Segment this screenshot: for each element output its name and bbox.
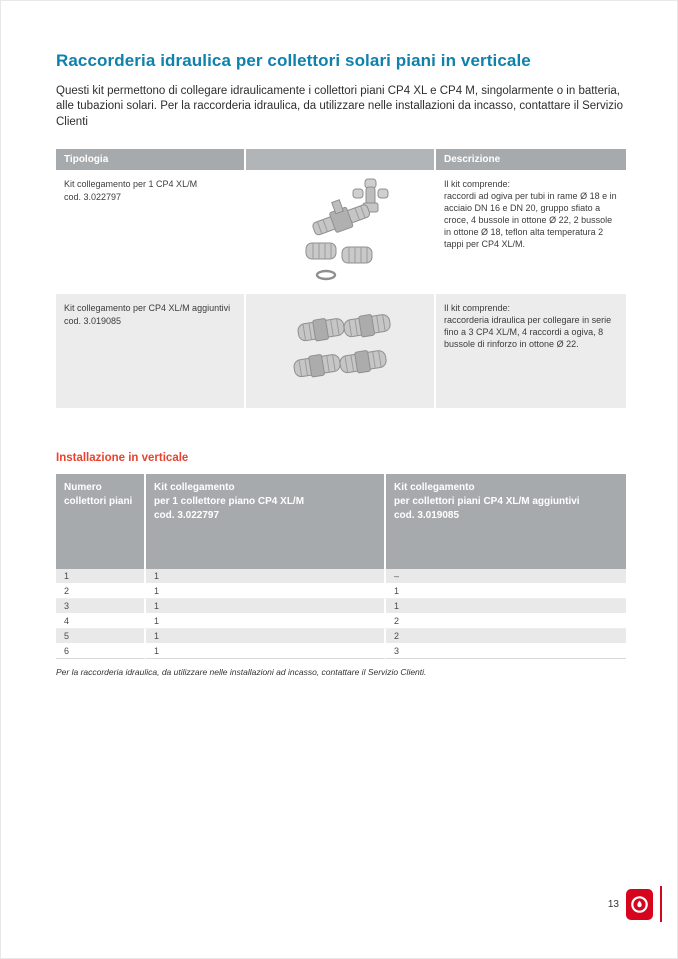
flame-glyph-icon	[630, 895, 649, 914]
page-footer	[608, 886, 662, 922]
table-row	[56, 599, 626, 614]
page-content	[56, 51, 626, 677]
kit-description-cell	[436, 294, 626, 408]
cell-kit1: 1	[146, 614, 386, 629]
kit-name-cell	[56, 294, 246, 408]
cell-kit2: 1	[386, 584, 626, 599]
red-edge-bar	[660, 886, 662, 922]
kit-name: Kit collegamento per CP4 XL/M aggiuntivi	[64, 303, 231, 314]
header-line: per collettori piani CP4 XL/M aggiuntivi	[394, 496, 580, 508]
kit-name-cell	[56, 170, 246, 294]
col-header-numero	[56, 474, 146, 569]
cell-kit1: 1	[146, 629, 386, 644]
kit-desc-body: raccordi ad ogiva per tubi in rame Ø 18 e in acciaio DN 16 e DN 20, gruppo sfiato a croce, 4 bussole in ottone Ø 22, 2 bussole in ottone Ø 18, teflon alta temperatura 2 tappi per CP4 XL/M.	[444, 191, 617, 249]
kit-code: cod. 3.022797	[64, 192, 122, 203]
cell-numero: 6	[56, 644, 146, 659]
cell-kit2: 1	[386, 599, 626, 614]
table-row-kit-2	[56, 294, 626, 408]
col-header-kit-aggiuntivi	[386, 474, 626, 569]
header-line: cod. 3.022797	[154, 509, 220, 521]
table-row	[56, 569, 626, 584]
header-line: per 1 collettore piano CP4 XL/M	[154, 496, 305, 508]
section-title-installazione: Installazione in verticale	[56, 452, 189, 465]
page-number: 13	[607, 898, 619, 910]
valve-kit-photo	[246, 170, 436, 294]
table-row	[56, 614, 626, 629]
cell-kit1: 1	[146, 599, 386, 614]
header-line: cod. 3.019085	[394, 509, 460, 521]
cell-numero: 5	[56, 629, 146, 644]
kit-desc-body: raccorderia idraulica per collegare in serie fino a 3 CP4 XL/M, 4 raccordi a ogiva, 8 bussole di rinforzo in ottone Ø 22.	[444, 315, 612, 349]
kit-desc-lead: Il kit comprende:	[444, 179, 511, 190]
cell-numero: 2	[56, 584, 146, 599]
footnote: Per la raccorderia idraulica, da utilizzare nelle installazioni ad incasso, contattare il Servizio Clienti.	[56, 667, 427, 678]
cell-kit2: 2	[386, 629, 626, 644]
cell-kit1: 1	[146, 569, 386, 584]
fittings-kit-illustration	[270, 303, 410, 399]
kit-code: cod. 3.019085	[64, 316, 122, 327]
cell-kit1: 1	[146, 644, 386, 659]
table-row	[56, 644, 626, 659]
header-line: Numero	[64, 482, 102, 494]
col-header-kit-1	[146, 474, 386, 569]
col-header-tipologia: Tipologia	[56, 149, 246, 170]
col-header-descrizione: Descrizione	[436, 149, 626, 170]
table-row	[56, 584, 626, 599]
cell-numero: 1	[56, 569, 146, 584]
install-table	[56, 474, 626, 659]
install-table-header	[56, 474, 626, 569]
intro-paragraph: Questi kit permettono di collegare idraulicamente i collettori piani CP4 XL e CP4 M, singolarmente o in batteria, alle tubazioni solari. Per la raccorderia idraulica, da utilizzare nelle installazioni da incasso, contattare il Servizio Clienti	[56, 85, 623, 128]
valve-kit-illustration	[270, 177, 410, 287]
fittings-kit-photo	[246, 294, 436, 408]
cell-numero: 4	[56, 614, 146, 629]
col-header-image-spacer	[246, 149, 436, 170]
kit-name: Kit collegamento per 1 CP4 XL/M	[64, 179, 198, 190]
cell-kit2: 3	[386, 644, 626, 659]
cell-numero: 3	[56, 599, 146, 614]
header-line: Kit collegamento	[394, 482, 475, 494]
header-line: Kit collegamento	[154, 482, 235, 494]
cell-kit1: 1	[146, 584, 386, 599]
kit-description-cell	[436, 170, 626, 294]
kit-desc-lead: Il kit comprende:	[444, 303, 511, 314]
cell-kit2: 2	[386, 614, 626, 629]
kits-table-header	[56, 149, 626, 170]
kits-table	[56, 149, 626, 408]
page-title: Raccorderia idraulica per collettori solari piani in verticale	[56, 51, 531, 70]
header-line: collettori piani	[64, 496, 133, 508]
cell-kit2: –	[386, 569, 626, 584]
table-row-kit-1	[56, 170, 626, 294]
flame-logo-icon	[626, 889, 653, 920]
table-row	[56, 629, 626, 644]
